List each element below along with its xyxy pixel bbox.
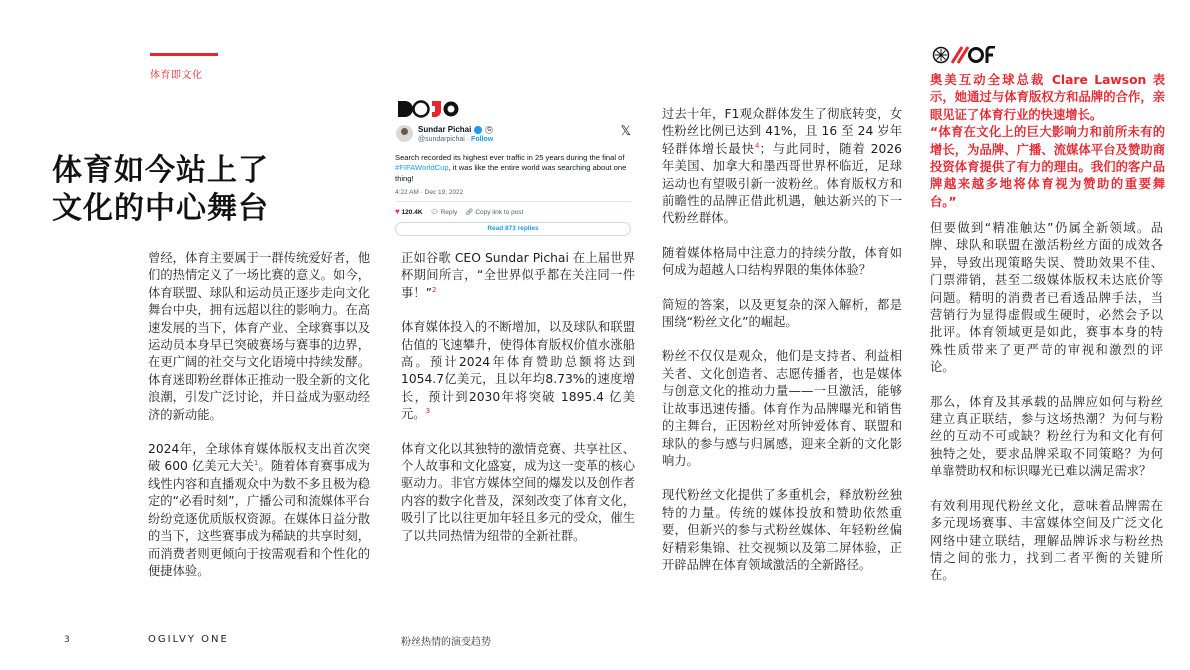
column-4-paragraph-3: 有效利用现代粉丝文化，意味着品牌需在多元现场赛事、丰富媒体空间及广泛文化网络中建立联结，理解品牌诉求与粉丝热情之间的张力，找到二者平衡的关键所在。 — [930, 498, 1163, 583]
column-4 — [930, 220, 1163, 602]
tweet-text-b: , it was like the entire world was searching about one thing! — [395, 163, 627, 183]
column-4-paragraph-1: 但要做到“精准触达”仍属全新领域。品牌、球队和联盟在激活粉丝方面的成效各异，导致出现策略失误、赞助效果不佳、门票滞销，甚至二级媒体版权未达底价等问题。精明的消费者已看透品牌手法，当营销行为显得虚假或生硬时，必然会予以批评。体育领域更是如此，赛事本身的特殊性质带来了更严苛的审视和激烈的评论。 — [930, 221, 1163, 375]
column-2-paragraph-2 — [401, 319, 635, 423]
reply-icon: 💬︎ — [430, 208, 439, 216]
section-rule — [150, 53, 218, 56]
page-title-line-1: 体育如今站上了 — [52, 153, 269, 188]
x-logo-icon[interactable]: 𝕏 — [620, 123, 631, 138]
link-icon: 🔗︎ — [465, 208, 474, 216]
footer-brand: OGILVY ONE — [148, 634, 229, 645]
tweet-handle-line: @sundarpichai · Follow — [418, 136, 494, 143]
column-3-paragraph-3: 简短的答案，以及更复杂的深入解析，都是围绕“粉丝文化”的崛起。 — [662, 297, 902, 330]
tweet-date[interactable]: 4:22 AM · Dec 19, 2022 — [395, 189, 464, 196]
copy-link-label: Copy link to post — [475, 208, 524, 216]
pull-quote-intro: 奥美互动全球总裁 Clare Lawson 表示，她通过与体育版权方和品牌的合作，亲眼见证了体育行业的快速增长。 — [930, 73, 1165, 122]
column-3-paragraph-1-text-b: ；与此同时，随着 2026 年美国、加拿大和墨西哥世界杯临近，足球运动也有望吸引新一波粉丝。体育版权方和前瞻性的品牌正借此机遇，触达新兴的下一代粉丝群体。 — [662, 141, 902, 226]
tweet-author-name: Sundar Pichai — [418, 125, 472, 134]
column-2-paragraph-3: 体育文化以其独特的激情竞赛、共享社区、个人故事和文化盛宴，成为这一变革的核心驱动力。非官方媒体空间的爆发以及创作者内容的数字化普及，深刻改变了体育文化，吸引了比以往更加年轻且多元的受众，催生了以共同热情为纽带的全新社群。 — [401, 441, 635, 543]
column-1 — [148, 250, 370, 597]
column-3-paragraph-2: 随着媒体格局中注意力的持续分散，体育如何成为超越人口结构界限的集体体验？ — [662, 245, 902, 278]
reply-action[interactable] — [431, 208, 458, 216]
column-2-paragraph-2-text: 体育媒体投入的不断增加，以及球队和联盟估值的飞速攀升，使得体育版权价值水涨船高。预计2024年体育赞助总额将达到1054.7亿美元，且以年均8.73%的速度增长，预计到2030年将突破 1895.4 亿美元。 — [401, 320, 635, 422]
page-title-line-2: 文化的中心舞台 — [52, 191, 269, 226]
footnote-2: 2 — [431, 285, 437, 294]
column-1-paragraph-2-text-b: 。随着体育赛事成为线性内容和直播观众中为数不多且极为稳定的“必看时刻”，广播公司和流媒体平台纷纷竞逐优质版权资源。在媒体日益分散的当下，这些赛事成为稀缺的共享时刻，而消费者则更倾向于按需观看和个性化的便捷体验。 — [148, 459, 370, 578]
column-3-paragraph-4: 粉丝不仅仅是观众，他们是支持者、利益相关者、文化创造者、志愿传播者，也是媒体与创意文化的推动力量——一旦激活，能够让故事迅速传播。体育作为品牌曝光和销售的主舞台，正因粉丝对所钟爱体育、联盟和球队的参与感与归属感，迎来全新的文化影响力。 — [662, 349, 902, 468]
tweet-actions — [395, 207, 523, 216]
read-replies-button[interactable]: Read 873 replies — [395, 222, 631, 236]
column-2-paragraph-1-text: 正如谷歌 CEO Sundar Pichai 在上届世界杯期间所言，“全世界似乎都在关注同一件事！” — [401, 251, 635, 300]
footnote-4: 4 — [755, 141, 760, 150]
footnote-3: 3 — [425, 407, 431, 416]
page-number: 3 — [64, 635, 70, 645]
avatar[interactable] — [396, 125, 413, 142]
column-2-paragraph-1 — [401, 250, 635, 302]
om-logo — [932, 46, 996, 64]
tweet-text — [395, 153, 631, 184]
google-badge-icon: G — [485, 126, 493, 134]
reply-label: Reply — [440, 208, 458, 216]
column-4-paragraph-2: 那么，体育及其承载的品牌应如何与粉丝建立真正联结，参与这场热潮？为何与粉丝的互动不可或缺？粉丝行为和文化有何独特之处，要求品牌采取不同策略？为何单靠赞助权和标识曝光已难以满足需求？ — [930, 394, 1163, 479]
tweet-text-a: Search recorded its highest ever traffic in 25 years during the final of — [395, 153, 625, 162]
column-3-paragraph-1 — [662, 106, 902, 228]
pull-quote — [930, 72, 1165, 211]
follow-button[interactable]: Follow — [471, 136, 494, 143]
column-1-paragraph-1: 曾经，体育主要属于一群传统爱好者，他们的热情定义了一场比赛的意义。如今，体育联盟、球队和运动员正逐步走向文化舞台中央，拥有远超以往的影响力。在高速发展的当下，体育产业、全球赛事以及运动员本身早已突破赛场与赛事的边界，在更广阔的社交与文化语境中持续发酵。体育迷即粉丝群体正推动一股全新的文化浪潮，引发广泛讨论，并日益成为驱动经济的新动能。 — [148, 251, 370, 422]
heart-icon: ♥ — [395, 207, 400, 216]
column-1-paragraph-2 — [148, 441, 370, 580]
column-3 — [662, 106, 902, 591]
pull-quote-body: “体育在文化上的巨大影响力和前所未有的增长，为品牌、广播、流媒体平台及赞助商投资体育提供了有力的理由。我们的客户品牌越来越多地将体育视为赞助的重要舞台。” — [930, 125, 1165, 209]
tweet-divider — [395, 201, 631, 202]
footnote-1: 1 — [253, 459, 259, 468]
embedded-tweet[interactable] — [393, 122, 633, 240]
like-count: 120.4K — [401, 209, 423, 216]
tweet-author[interactable] — [418, 125, 493, 134]
tweet-hashtag-link[interactable]: #FIFAWorldCup — [395, 163, 449, 173]
page-title — [52, 152, 269, 228]
copy-link-action[interactable] — [465, 208, 523, 216]
column-1-paragraph-2-text-a: 2024年，全球体育媒体版权支出首次突破 600 亿美元大关 — [148, 442, 370, 474]
footer-title: 粉丝热情的演变趋势 — [401, 637, 491, 648]
dojo-logo — [397, 100, 459, 118]
tweet-handle: @sundarpichai — [418, 136, 465, 143]
column-2 — [401, 250, 635, 562]
section-label: 体育即文化 — [150, 70, 203, 81]
like-action[interactable] — [395, 207, 423, 216]
verified-badge-icon — [474, 126, 482, 134]
column-3-paragraph-1-text-a: 过去十年，F1观众群体发生了彻底转变，女性粉丝比例已达到 41%，且 16 至 24 岁年轻群体增长最快 — [662, 107, 902, 156]
column-3-paragraph-5: 现代粉丝文化提供了多重机会，释放粉丝独特的力量。传统的媒体投放和赞助依然重要，但新兴的参与式粉丝媒体、年轻粉丝偏好精彩集锦、社交视频以及第二屏体验，正开辟品牌在体育领域激活的全新路径。 — [662, 488, 902, 572]
